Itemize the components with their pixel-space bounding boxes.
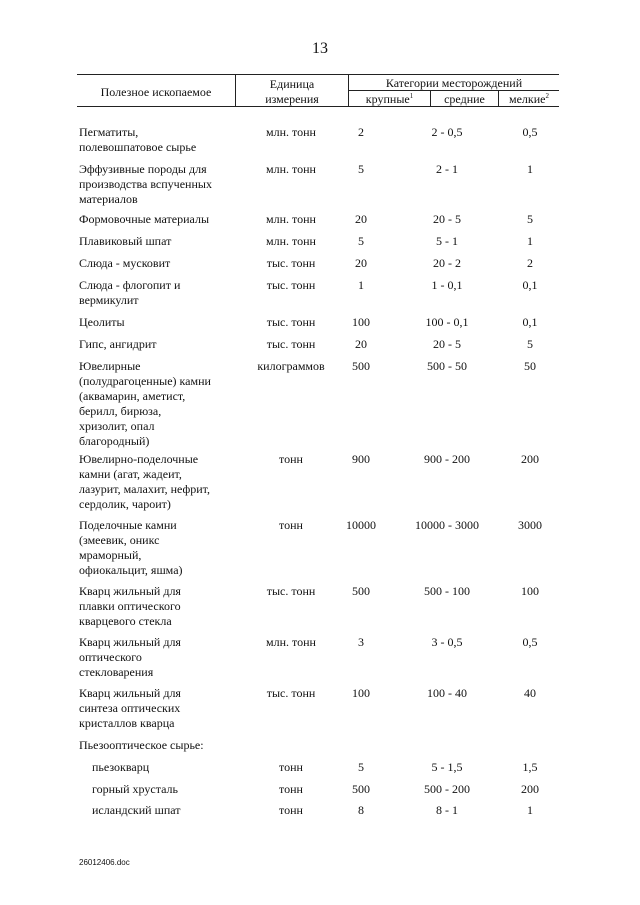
medium-cell: 20 - 5 — [433, 337, 461, 351]
large-cell: 3 — [358, 635, 364, 649]
mineral-name-line: (полудрагоценные) камни — [79, 374, 211, 388]
mineral-name-line: производства вспученных — [79, 177, 212, 191]
small-cell: 1,5 — [522, 760, 538, 774]
small-cell: 100 — [521, 584, 539, 598]
medium-cell: 100 - 0,1 — [425, 315, 469, 329]
medium-cell: 20 - 5 — [433, 212, 461, 226]
mineral-name-line: оптического — [79, 650, 142, 664]
mineral-name — [79, 452, 239, 512]
medium-cell: 100 - 40 — [427, 686, 467, 700]
unit-cell: тыс. тонн — [266, 278, 316, 292]
mineral-name — [79, 315, 239, 330]
small-cell: 200 — [521, 452, 539, 466]
mineral-name-line: Пегматиты, — [79, 125, 139, 139]
unit-cell: килограммов — [257, 359, 325, 373]
mineral-name-line: Пьезооптическое сырье: — [79, 738, 204, 752]
header-small: мелкие$^2$ — [509, 92, 549, 106]
mineral-name — [79, 278, 239, 308]
mineral-name-line: синтеза оптических — [79, 701, 181, 715]
mineral-name — [79, 635, 239, 680]
unit-cell: тонн — [279, 518, 303, 532]
unit-cell: тыс. тонн — [266, 256, 316, 270]
large-cell: 10000 — [346, 518, 376, 532]
mineral-name — [79, 584, 239, 629]
medium-cell: 500 - 200 — [424, 782, 470, 796]
unit-cell: млн. тонн — [266, 234, 316, 248]
mineral-name-line: материалов — [79, 192, 138, 206]
mineral-name-line: камни (агат, жадеит, — [79, 467, 182, 481]
mineral-name-line: исландский шпат — [92, 803, 181, 817]
mineral-name-line: лазурит, малахит, нефрит, — [79, 482, 211, 496]
medium-cell: 2 - 1 — [436, 162, 458, 176]
large-cell: 8 — [358, 803, 364, 817]
small-cell: 1 — [527, 803, 533, 817]
mineral-name-line: (аквамарин, аметист, — [79, 389, 186, 403]
large-cell: 500 — [352, 584, 370, 598]
small-cell: 2 — [527, 256, 533, 270]
large-cell: 20 — [355, 256, 367, 270]
footnote-1-mark: 1 — [409, 92, 414, 100]
mineral-name-line: Слюда - мусковит — [79, 256, 171, 270]
header-large: крупные$^1$ — [365, 92, 414, 106]
medium-cell: 1 - 0,1 — [431, 278, 463, 292]
large-cell: 1 — [358, 278, 364, 292]
mineral-name — [79, 256, 239, 271]
unit-cell: млн. тонн — [266, 125, 316, 139]
header-unit-line2: измерения — [265, 92, 319, 106]
header-unit-line1: Единица — [269, 77, 315, 91]
medium-cell: 500 - 50 — [427, 359, 467, 373]
large-cell: 5 — [358, 234, 364, 248]
mineral-name-line: берилл, бирюза, — [79, 404, 162, 418]
small-cell: 50 — [524, 359, 536, 373]
footnote-2-mark: 2 — [545, 92, 549, 100]
medium-cell: 10000 - 3000 — [415, 518, 479, 532]
mineral-name-line: стекловарения — [79, 665, 154, 679]
mineral-name-line: Эффузивные породы для — [79, 162, 207, 176]
mineral-name-line: Ювелирно-поделочные — [79, 452, 199, 466]
header-top-rule — [77, 74, 559, 75]
page-number: 13 — [312, 40, 328, 57]
medium-cell: 5 - 1,5 — [431, 760, 463, 774]
large-cell: 100 — [352, 686, 370, 700]
mineral-name — [79, 212, 239, 227]
mineral-name — [79, 518, 239, 578]
small-cell: 200 — [521, 782, 539, 796]
unit-cell: тонн — [279, 803, 303, 817]
unit-cell: тыс. тонн — [266, 315, 316, 329]
large-cell: 500 — [352, 782, 370, 796]
mineral-name-line: Формовочные материалы — [79, 212, 210, 226]
medium-cell: 5 - 1 — [436, 234, 458, 248]
mineral-name-line: Кварц жильный для — [79, 584, 181, 598]
unit-cell: тонн — [279, 782, 303, 796]
header-mineral: Полезное ископаемое — [100, 85, 212, 99]
large-cell: 100 — [352, 315, 370, 329]
mineral-name-line: пьезокварц — [92, 760, 150, 774]
small-cell: 40 — [524, 686, 536, 700]
small-cell: 1 — [527, 234, 533, 248]
mineral-name-line: хризолит, опал — [79, 419, 155, 433]
small-cell: 0,1 — [522, 278, 538, 292]
medium-cell: 3 - 0,5 — [431, 635, 463, 649]
mineral-name — [79, 359, 239, 449]
small-cell: 0,5 — [522, 125, 538, 139]
unit-cell: тонн — [279, 760, 303, 774]
mineral-name-line: кварцевого стекла — [79, 614, 172, 628]
unit-cell: тыс. тонн — [266, 337, 316, 351]
mineral-name-line: сердолик, чароит) — [79, 497, 171, 511]
header-categories: Категории месторождений — [385, 76, 523, 90]
large-cell: 5 — [358, 162, 364, 176]
mineral-name — [79, 337, 239, 352]
mineral-name-line: Ювелирные — [79, 359, 141, 373]
unit-cell: млн. тонн — [266, 212, 316, 226]
small-cell: 1 — [527, 162, 533, 176]
large-cell: 5 — [358, 760, 364, 774]
mineral-name-line: вермикулит — [79, 293, 139, 307]
large-cell: 2 — [358, 125, 364, 139]
header-medium: средние — [444, 92, 485, 106]
mineral-name-line: горный хрусталь — [92, 782, 178, 796]
mineral-name — [92, 760, 252, 775]
small-cell: 3000 — [518, 518, 542, 532]
medium-cell: 500 - 100 — [424, 584, 470, 598]
unit-cell: млн. тонн — [266, 635, 316, 649]
medium-cell: 8 - 1 — [436, 803, 458, 817]
unit-cell: тыс. тонн — [266, 584, 316, 598]
mineral-name-line: офиокальцит, яшма) — [79, 563, 183, 577]
unit-cell: млн. тонн — [266, 162, 316, 176]
medium-cell: 2 - 0,5 — [431, 125, 463, 139]
mineral-name-line: плавки оптического — [79, 599, 181, 613]
mineral-name-line: Гипс, ангидрит — [79, 337, 157, 351]
small-cell: 0,5 — [522, 635, 538, 649]
mineral-name — [92, 803, 252, 818]
mineral-name — [79, 125, 239, 155]
mineral-name-line: благородный) — [79, 434, 150, 448]
mineral-name-line: мраморный, — [79, 548, 142, 562]
mineral-name — [79, 738, 239, 753]
small-cell: 5 — [527, 212, 533, 226]
mineral-name-line: Кварц жильный для — [79, 635, 181, 649]
unit-cell: тонн — [279, 452, 303, 466]
mineral-name-line: (змеевик, оникс — [79, 533, 160, 547]
medium-cell: 20 - 2 — [433, 256, 461, 270]
file-name: 26012406.doc — [79, 858, 130, 867]
small-cell: 5 — [527, 337, 533, 351]
large-cell: 20 — [355, 337, 367, 351]
large-cell: 900 — [352, 452, 370, 466]
mineral-name — [79, 686, 239, 731]
categories-rule — [348, 90, 559, 91]
mineral-name — [92, 782, 252, 797]
medium-cell: 900 - 200 — [424, 452, 470, 466]
header-bottom-rule — [77, 106, 559, 107]
large-cell: 500 — [352, 359, 370, 373]
mineral-name — [79, 162, 239, 207]
unit-cell: тыс. тонн — [266, 686, 316, 700]
mineral-name-line: кристаллов кварца — [79, 716, 175, 730]
mineral-name — [79, 234, 239, 249]
mineral-name-line: Цеолиты — [79, 315, 125, 329]
mineral-name-line: Плавиковый шпат — [79, 234, 172, 248]
mineral-name-line: Поделочные камни — [79, 518, 177, 532]
small-cell: 0,1 — [522, 315, 538, 329]
large-cell: 20 — [355, 212, 367, 226]
mineral-name-line: Слюда - флогопит и — [79, 278, 181, 292]
mineral-name-line: полевошпатовое сырье — [79, 140, 197, 154]
mineral-name-line: Кварц жильный для — [79, 686, 181, 700]
